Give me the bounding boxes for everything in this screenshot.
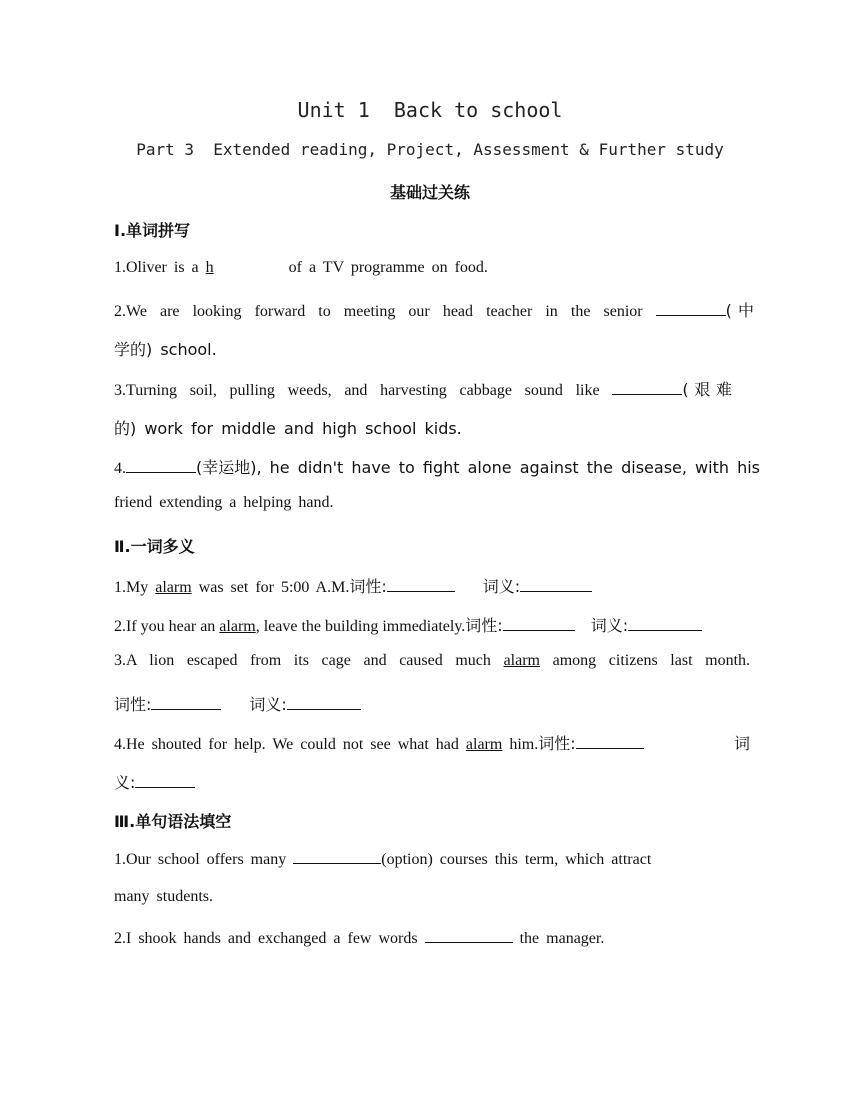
s3-question-1-cont: many students.	[114, 888, 213, 905]
s1-question-2-cont: 学的) school.	[114, 340, 217, 359]
s2-q4-pos-blank[interactable]	[576, 734, 644, 749]
s1-question-4-cont: friend extending a helping hand.	[114, 494, 334, 511]
s2-q1-keyword: alarm	[155, 579, 192, 596]
s2-question-4: 4.He shouted for help. We could not see what had alarm him.词性: 词	[114, 734, 750, 753]
s2-q2-keyword: alarm	[219, 618, 256, 635]
s2-question-4-cont: 义:	[114, 770, 754, 793]
s2-q2-pos-blank[interactable]	[503, 616, 575, 631]
s1-q4-blank[interactable]	[126, 458, 196, 473]
s1-question-3: 3.Turning soil, pulling weeds, and harvesting cabbage sound like (艰难	[114, 380, 733, 399]
s3-q2-blank[interactable]	[425, 928, 513, 943]
s2-q3-meaning-blank[interactable]	[287, 695, 361, 710]
s1-q1-hint-blank[interactable]: h	[205, 259, 214, 276]
s3-question-2: 2.I shook hands and exchanged a few words the manager.	[114, 930, 605, 947]
s2-q3-pos-blank[interactable]	[151, 695, 221, 710]
s2-q4-keyword: alarm	[465, 736, 503, 753]
s2-q4-meaning-blank[interactable]	[135, 773, 195, 788]
s3-question-1: 1.Our school offers many (option) courses this term, which attract	[114, 851, 652, 868]
s2-question-1: 1.My alarm was set for 5:00 A.M.词性: 词义:	[114, 574, 754, 597]
s2-q3-keyword: alarm	[503, 652, 540, 669]
s1-q3-blank[interactable]	[612, 380, 682, 395]
s2-q1-meaning-blank[interactable]	[520, 577, 592, 592]
level-heading: 基础过关练	[389, 183, 470, 202]
s1-question-3-cont: 的) work for middle and high school kids.	[114, 419, 462, 438]
s2-q1-pos-blank[interactable]	[387, 577, 455, 592]
section-1-heading: Ⅰ.单词拼写	[114, 221, 191, 240]
unit-title: Unit 1 Back to school	[297, 98, 563, 122]
section-3-heading: Ⅲ.单句语法填空	[114, 812, 232, 831]
s2-question-2: 2.If you hear an alarm, leave the building immediately.词性: 词义:	[114, 613, 754, 636]
s3-q1-blank[interactable]	[293, 849, 381, 864]
s2-q2-meaning-blank[interactable]	[628, 616, 702, 631]
s1-question-2: 2.We are looking forward to meeting our head teacher in the senior (中	[114, 301, 754, 320]
s1-q2-blank[interactable]	[656, 301, 726, 316]
s1-question-1: 1.Oliver is a h of a TV programme on food.	[114, 259, 488, 276]
part-subtitle: Part 3 Extended reading, Project, Assessment & Further study	[136, 140, 724, 159]
s1-question-4: 4. (幸运地), he didn't have to fight alone against the disease, with his	[114, 458, 761, 477]
section-2-heading: Ⅱ.一词多义	[114, 537, 195, 556]
s2-question-3: 3.A lion escaped from its cage and caused much alarm among citizens last month.	[114, 652, 751, 669]
s2-question-3-cont: 词性: 词义:	[114, 692, 754, 715]
